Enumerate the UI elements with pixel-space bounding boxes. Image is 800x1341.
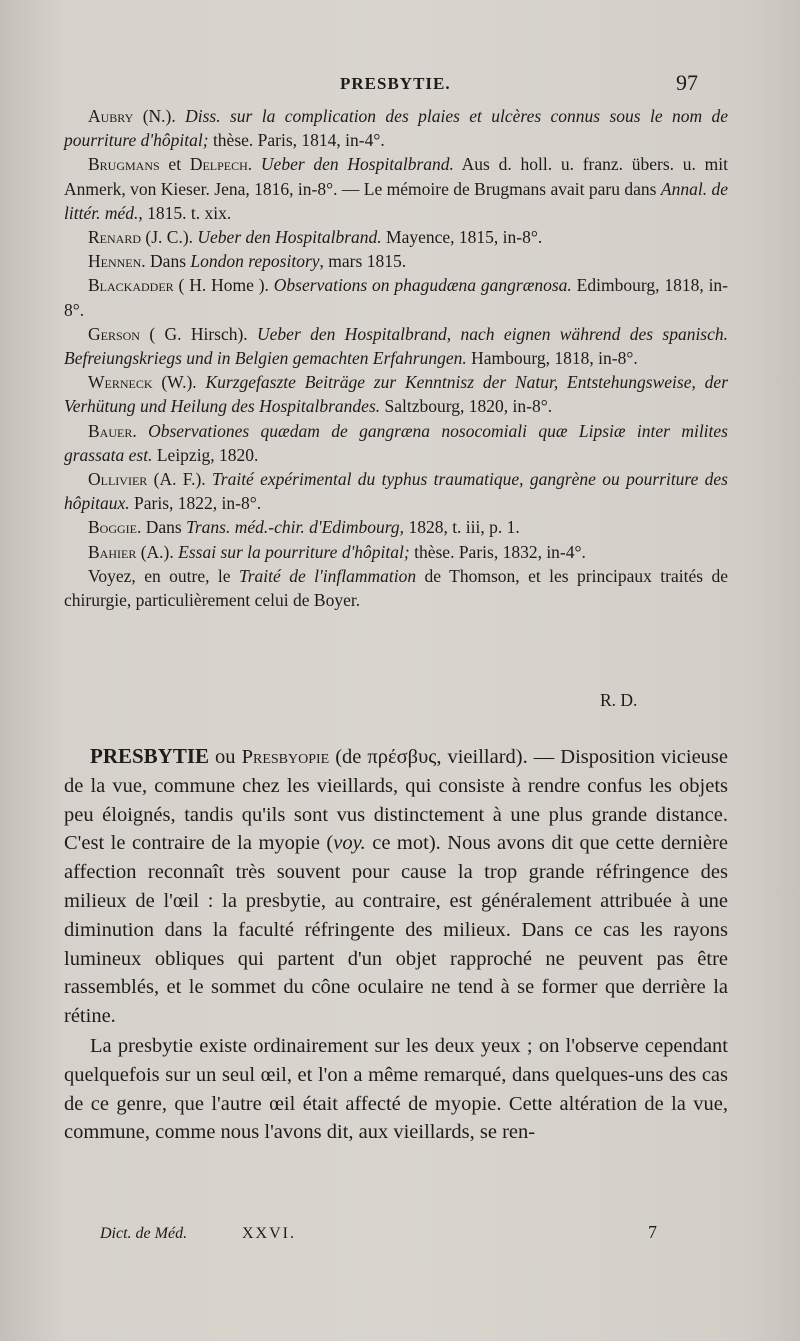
bibliography-entry [64,540,728,564]
bibliography-entry [64,249,728,273]
page-number: 97 [676,70,698,95]
entry-text: . Dans [141,251,191,272]
page-header [0,70,800,100]
article-paragraph [64,742,728,1031]
page-footer [0,1222,800,1252]
entry-author: Brugmans [88,154,160,175]
article-paragraph: La presbytie existe ordinairement sur les deux yeux ; on l'observe cependant quelquefois sur un seul œil, et l'on a même remarqué, dans quelques-uns des cas de ce genre, que l'autre œil était affecté de myopie. Cette altération de la vue, commune, comme nous l'avons dit, aux vieillards, se ren- [64,1034,728,1144]
entry-text: (A.). [136,541,179,562]
author-signature: R. D. [600,690,638,710]
bibliography-entry [64,467,728,515]
entry-text: . [247,154,261,175]
entry-author: Werneck [88,372,153,393]
bibliography-entry [64,225,728,249]
entry-title: Traité expérimental du typhus traumatique, gangrène ou pourriture des hôpitaux. [64,469,728,514]
entry-text: Hambourg, 1818, in-8°. [466,348,638,369]
entry-text: de Thomson, et les principaux traités de chirurgie, particulièrement celui de Boyer. [64,565,728,611]
entry-text: Mayence, 1815, in-8°. [381,227,543,248]
entry-author: Renard [88,227,142,248]
entry-title: Traité de l'inflammation [238,565,417,586]
entry-text: Aus d. holl. u. franz. übers. u. mit Anmerk, von Kieser. Jena, 1816, in-8°. — Le mémoire de Brugmans avait paru dans [64,154,728,199]
entry-text: thèse. Paris, 1832, in-4°. [409,541,586,562]
entry-text: Paris, 1822, in-8°. [129,493,262,514]
entry-text: ( H. Home ). [173,275,274,296]
alternate-term: Presbyopie [241,746,330,768]
entry-text: 1828, t. iii, p. 1. [404,517,520,538]
entry-text: (J. C.). [141,227,198,248]
paragraph-text: ou [209,746,242,768]
bibliography-entry [64,273,728,321]
entry-title: Ueber den Hospitalbrand. [197,227,382,248]
running-title: PRESBYTIE. [340,74,451,93]
entry-text: . Dans [137,517,187,538]
entry-title: Observationes quædam de gangræna nosocomiali quæ Lipsiæ inter milites grassata est. [64,420,728,465]
bibliography-entry [64,370,728,418]
entry-text: Voyez, en outre, le [88,565,239,586]
entry-text: et [159,154,190,175]
entry-title: London repository [190,251,320,272]
entry-text: Saltzbourg, 1820, in-8°. [380,396,553,417]
paragraph-text: ce mot). Nous avons dit que cette dernière affection reconnaît très souvent pour cause la trop grande réfringence des milieux de l'œil : la presbytie, au contraire, est généralement attribuée à une diminution dans la faculté réfringente des milieux. Dans ce cas les rayons lumineux obliques qui partent d'un objet rapproché ne peuvent pas être rassemblés, et le sommet du cône oculaire ne tend à se former que derrière la rétine. [64,832,728,1028]
bibliography-entry [64,515,728,539]
signature-number: 7 [648,1222,657,1242]
entry-author: Boggie [88,517,137,538]
bibliography-entry [64,419,728,467]
entry-text: . [132,420,149,441]
entry-author: Hennen [88,251,142,272]
bibliography-note [64,564,728,612]
volume-mark: XXVI. [242,1225,296,1242]
signature-note: Dict. de Méd. [100,1225,188,1242]
entry-text: (W.). [152,372,206,393]
entry-title: Observations on phagudæna gangrænosa. [273,275,572,296]
entry-text: Leipzig, 1820. [152,444,259,465]
entry-text: thèse. Paris, 1814, in-4°. [208,130,385,151]
entry-author: Aubry [88,106,134,126]
entry-title: Essai sur la pourriture d'hôpital; [178,541,410,562]
entry-author: Blackadder [88,275,174,296]
bibliography-list [64,104,728,612]
entry-text: ( G. Hirsch). [139,323,258,344]
entry-text: , 1815. t. xix. [138,202,232,223]
entry-author: Bahier [88,541,137,562]
entry-title: Ueber den Hospitalbrand. [260,154,454,175]
entry-text: Edimbourg, 1818, in-8°. [64,275,729,320]
headword: PRESBYTIE [90,744,210,768]
entry-title: Annal. de littér. méd. [64,178,728,223]
bibliography-entry [64,152,728,225]
bibliography-entry [64,104,728,152]
article-body [64,742,728,1147]
entry-author: Ollivier [88,469,148,490]
entry-text: , mars 1815. [319,251,407,272]
entry-title: Diss. sur la complication des plaies et ulcères connus sous le nom de pourriture d'hôpital; [64,106,728,151]
entry-text: (N.). [133,106,186,126]
entry-author: Gerson [88,323,140,344]
bibliography-entry [64,322,728,370]
cross-reference: voy. [333,832,366,855]
entry-title: Kurzgefaszte Beiträge zur Kenntnisz der Natur, Entstehungsweise, der Verhütung und Heilung des Hospitalbrandes. [64,372,728,417]
entry-author: Bauer [88,420,133,441]
entry-author: Delpech [189,154,248,175]
entry-title: Ueber den Hospitalbrand, nach eignen während des spanisch. Befreiungskriegs und in Belgien gemachten Erfahrungen. [64,323,729,369]
entry-title: Trans. méd.-chir. d'Edimbourg, [186,517,405,538]
entry-text: (A. F.). [147,469,212,490]
paragraph-text: (de πρέσβυς, vieillard). — Disposition vicieuse de la vue, commune chez les vieillards, qui consiste à rendre confus les objets peu éloignés, tandis qu'ils sont vus distinctement à une plus grande distance. C'est le contraire de la myopie ( [64,746,728,855]
